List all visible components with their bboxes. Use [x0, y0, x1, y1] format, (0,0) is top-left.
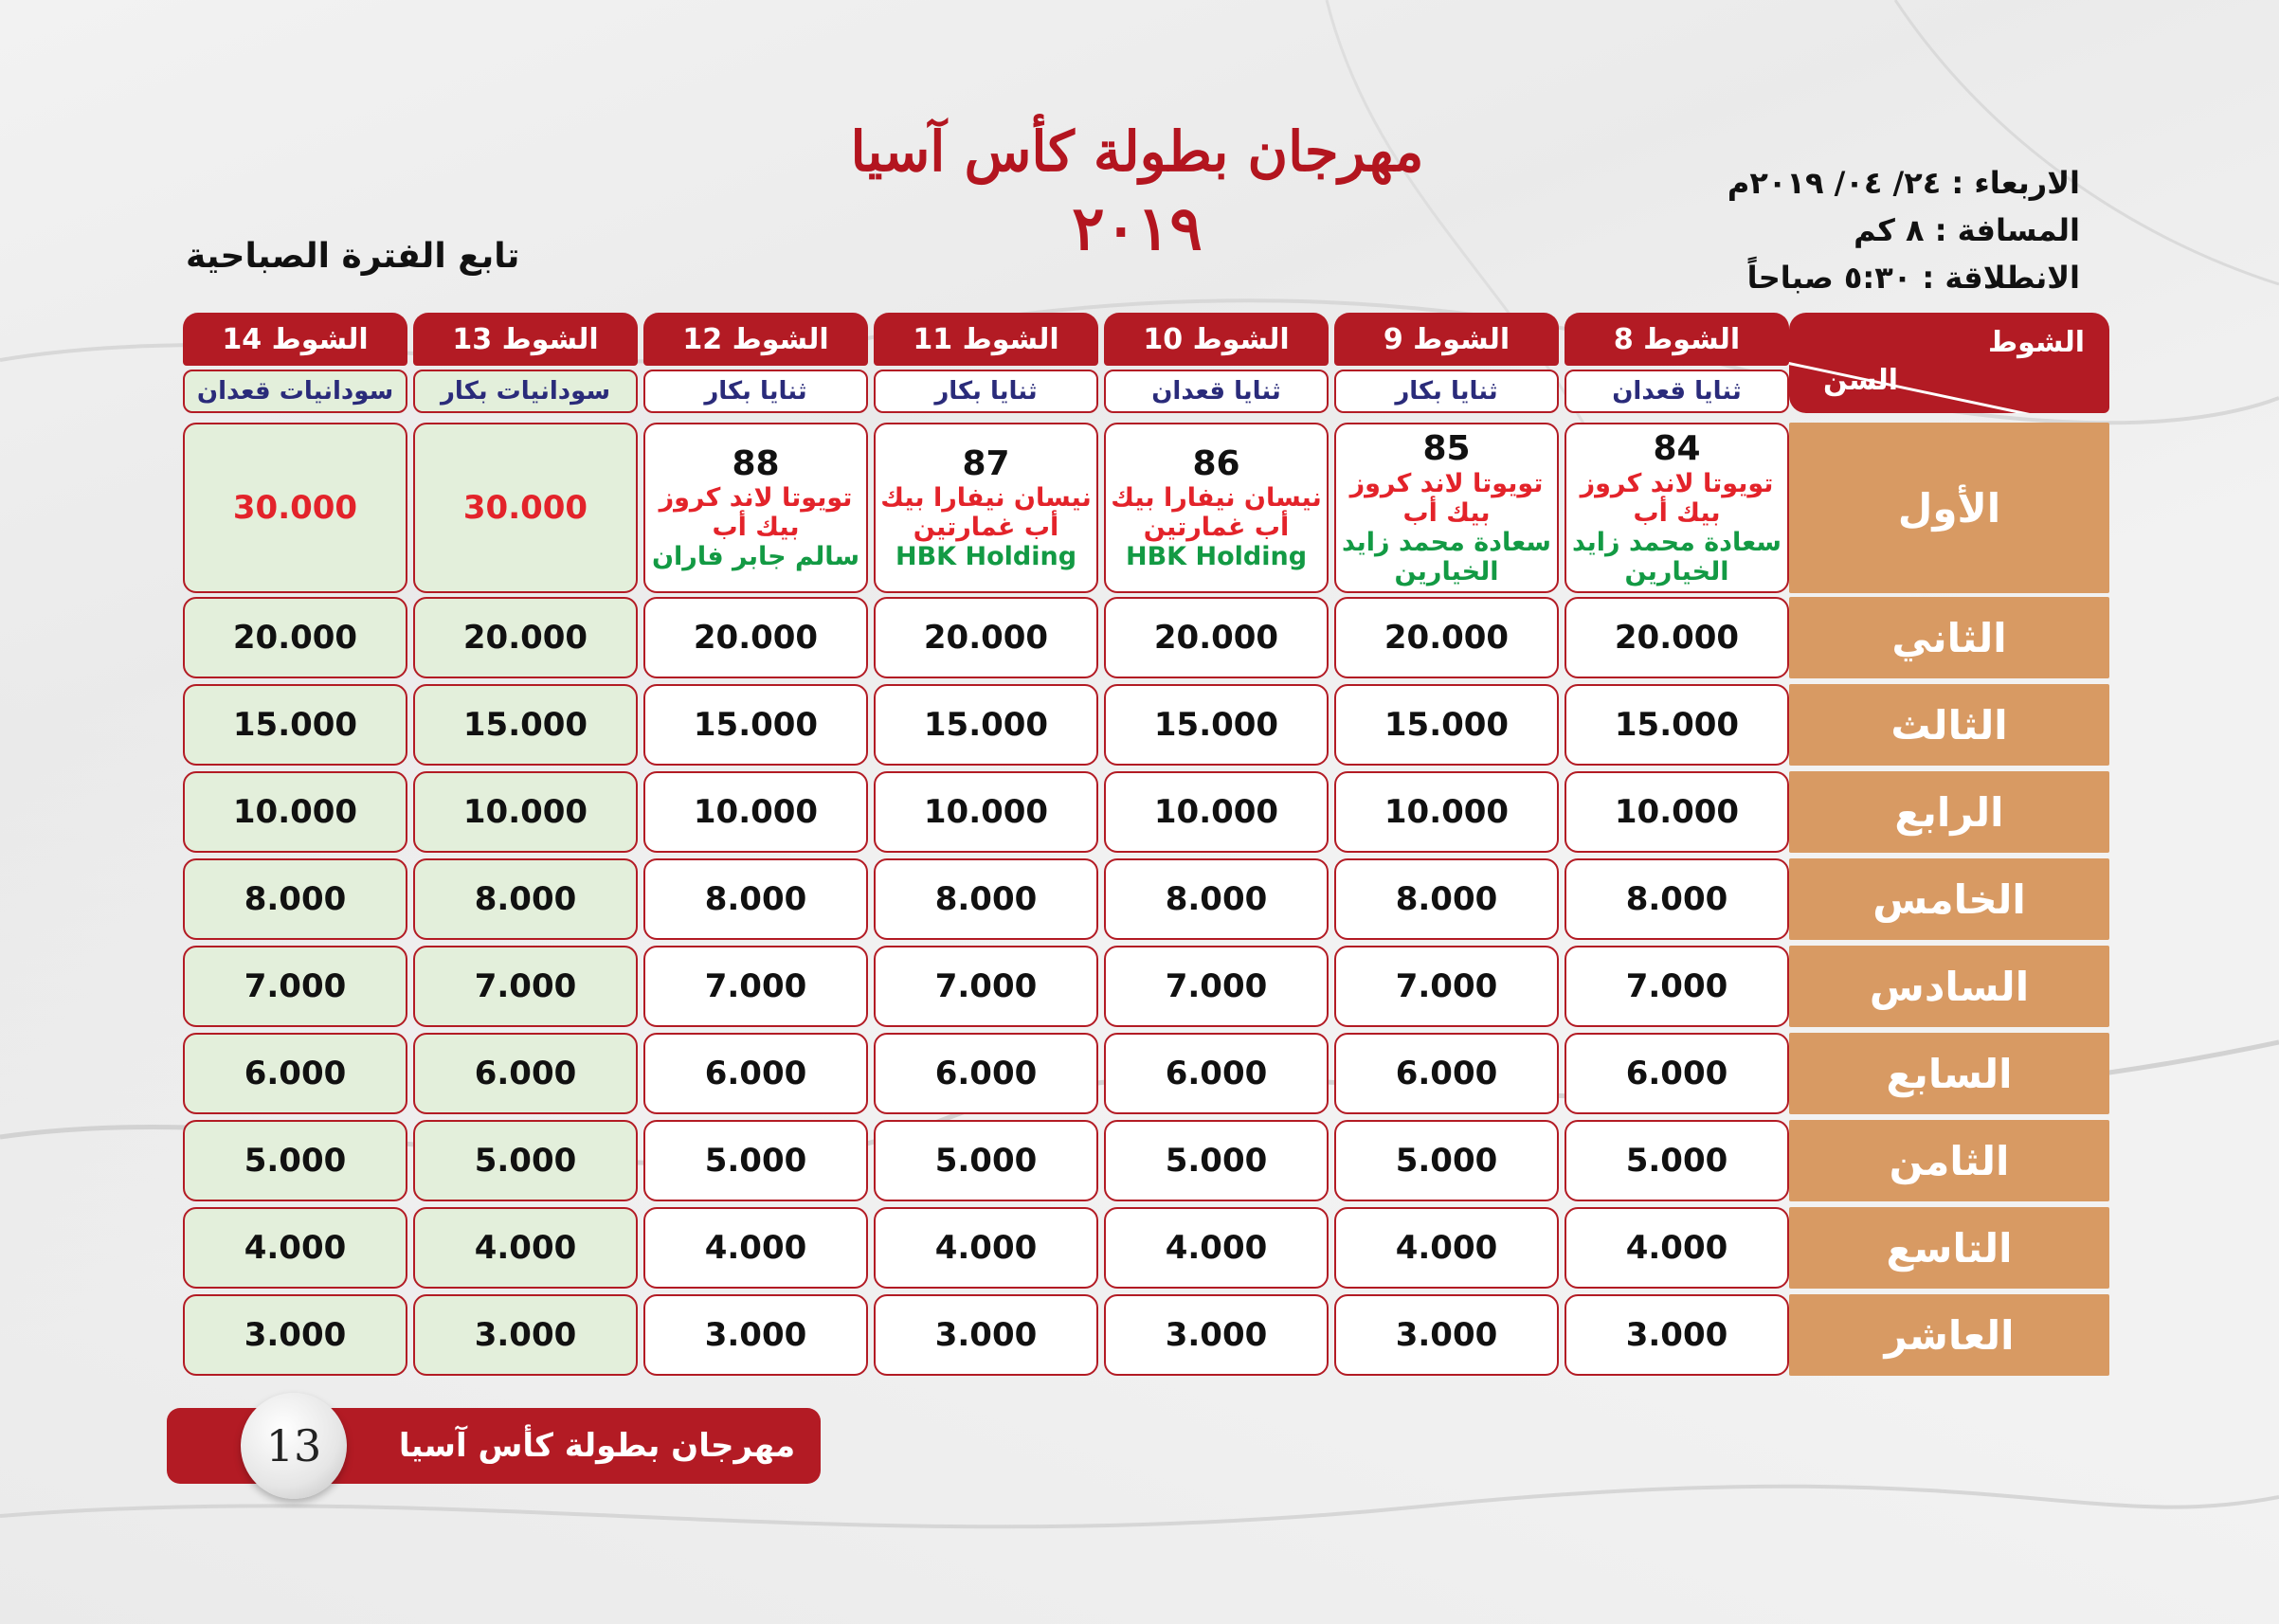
- prize-cell: 5.000: [1104, 1120, 1329, 1201]
- prize-cell: 10.000: [183, 771, 407, 853]
- race-category: سودانيات قعدان: [183, 370, 407, 413]
- prize-cell: 4.000: [1104, 1207, 1329, 1289]
- prize-sponsor: سعادة محمد زايد الخيارين: [1572, 527, 1782, 586]
- corner-race-label: الشوط: [1987, 326, 2085, 359]
- prize-cell: 3.000: [1104, 1294, 1329, 1376]
- race-number: 88: [732, 443, 780, 483]
- prize-cell: 5.000: [1565, 1120, 1789, 1201]
- prize-cell: 6.000: [643, 1033, 868, 1114]
- prize-cell: 7.000: [874, 946, 1098, 1027]
- first-prize-cell: [1104, 423, 1329, 593]
- prize-cell: 20.000: [1334, 597, 1559, 678]
- prize-cell: 5.000: [183, 1120, 407, 1201]
- prize-cell: 8.000: [874, 858, 1098, 940]
- race-number: 84: [1653, 429, 1701, 469]
- prize-cell: 7.000: [183, 946, 407, 1027]
- rank-label: الخامس: [1789, 858, 2109, 940]
- title-year: ٢٠١٩: [1072, 193, 1203, 264]
- title-line1: مهرجان بطولة كأس آسيا: [850, 119, 1424, 184]
- race-number: 85: [1422, 429, 1471, 469]
- prize-cell: 3.000: [1334, 1294, 1559, 1376]
- prize-cell: 20.000: [413, 597, 638, 678]
- session-label: تابع الفترة الصباحية: [186, 237, 520, 276]
- race-header: الشوط 13: [413, 313, 638, 366]
- prize-cell: 4.000: [183, 1207, 407, 1289]
- prize-cell: 6.000: [183, 1033, 407, 1114]
- prize-cell: 10.000: [1565, 771, 1789, 853]
- race-header: الشوط 8: [1565, 313, 1789, 366]
- prize-cell: 8.000: [413, 858, 638, 940]
- prize-cell: 5.000: [874, 1120, 1098, 1201]
- page-title: [777, 114, 1497, 269]
- prize-sponsor: سعادة محمد زايد الخيارين: [1342, 527, 1551, 586]
- prize-cell: 15.000: [1104, 684, 1329, 766]
- prize-cell: 15.000: [1565, 684, 1789, 766]
- prize-cell: 20.000: [643, 597, 868, 678]
- race-category: ثنايا بكار: [1334, 370, 1559, 413]
- rank-label: الرابع: [1789, 771, 2109, 853]
- table-corner-header: [1789, 313, 2109, 413]
- prize-cell: 3.000: [1565, 1294, 1789, 1376]
- event-info: [1727, 159, 2080, 301]
- rank-label: الثامن: [1789, 1120, 2109, 1201]
- corner-age-label: السن: [1823, 364, 1899, 397]
- prize-cell: 4.000: [874, 1207, 1098, 1289]
- prize-cell: 8.000: [183, 858, 407, 940]
- prize-cell: 7.000: [413, 946, 638, 1027]
- race-header: الشوط 9: [1334, 313, 1559, 366]
- race-category: ثنايا بكار: [643, 370, 868, 413]
- prize-car: تويوتا لاند كروز بيك أب: [1349, 468, 1544, 528]
- prize-cell: 15.000: [183, 684, 407, 766]
- prize-cell: 10.000: [1104, 771, 1329, 853]
- prize-sponsor: سالم جابر فاران: [652, 542, 859, 572]
- prize-cell: 7.000: [1334, 946, 1559, 1027]
- prize-cell: 8.000: [1104, 858, 1329, 940]
- prize-cell: 3.000: [643, 1294, 868, 1376]
- race-category: سودانيات بكار: [413, 370, 638, 413]
- event-date: الاربعاء : ٢٤/ ٠٤/ ٢٠١٩م: [1727, 165, 2080, 201]
- prize-cell: 4.000: [1565, 1207, 1789, 1289]
- race-category: ثنايا قعدان: [1104, 370, 1329, 413]
- prize-cell: 8.000: [1334, 858, 1559, 940]
- prize-cell: 7.000: [1104, 946, 1329, 1027]
- page-number: 13: [241, 1393, 347, 1499]
- races-table: [163, 313, 2109, 1387]
- prize-cell: 20.000: [1565, 597, 1789, 678]
- prize-cell: 10.000: [874, 771, 1098, 853]
- prize-cell: 6.000: [874, 1033, 1098, 1114]
- prize-car: نيسان نيفارا بيك أب غمارتين: [880, 483, 1092, 543]
- prize-cell: 10.000: [413, 771, 638, 853]
- prize-cell: 10.000: [1334, 771, 1559, 853]
- prize-sponsor: HBK Holding: [1125, 542, 1308, 572]
- race-category: ثنايا قعدان: [1565, 370, 1789, 413]
- prize-cell: 7.000: [643, 946, 868, 1027]
- prize-cell: 4.000: [643, 1207, 868, 1289]
- event-distance: المسافة : ٨ كم: [1854, 212, 2080, 248]
- race-category: ثنايا بكار: [874, 370, 1098, 413]
- race-header: الشوط 11: [874, 313, 1098, 366]
- race-header: الشوط 14: [183, 313, 407, 366]
- prize-cell: 20.000: [183, 597, 407, 678]
- prize-cell: 6.000: [1565, 1033, 1789, 1114]
- prize-cell: 3.000: [183, 1294, 407, 1376]
- prize-cell: 15.000: [643, 684, 868, 766]
- prize-car: تويوتا لاند كروز بيك أب: [659, 483, 853, 543]
- event-start: الانطلاقة : ٥:٣٠ صباحاً: [1746, 260, 2080, 296]
- prize-cell: 8.000: [643, 858, 868, 940]
- prize-cell: 15.000: [413, 684, 638, 766]
- first-prize-cell: 30.000: [413, 423, 638, 593]
- prize-cell: 4.000: [413, 1207, 638, 1289]
- rank-label: السابع: [1789, 1033, 2109, 1114]
- first-prize-cell: [643, 423, 868, 593]
- rank-label: التاسع: [1789, 1207, 2109, 1289]
- first-prize-cell: [874, 423, 1098, 593]
- race-header: الشوط 12: [643, 313, 868, 366]
- prize-cell: 15.000: [874, 684, 1098, 766]
- rank-label: الثالث: [1789, 684, 2109, 766]
- prize-cell: 6.000: [413, 1033, 638, 1114]
- race-header: الشوط 10: [1104, 313, 1329, 366]
- race-number: 87: [962, 443, 1010, 483]
- prize-cell: 20.000: [874, 597, 1098, 678]
- prize-cell: 7.000: [1565, 946, 1789, 1027]
- prize-cell: 4.000: [1334, 1207, 1559, 1289]
- first-prize-cell: [1334, 423, 1559, 593]
- prize-cell: 3.000: [413, 1294, 638, 1376]
- race-number: 86: [1192, 443, 1240, 483]
- prize-car: تويوتا لاند كروز بيك أب: [1580, 468, 1774, 528]
- prize-cell: 20.000: [1104, 597, 1329, 678]
- footer-text: مهرجان بطولة كأس آسيا: [398, 1427, 796, 1465]
- first-prize-cell: [1565, 423, 1789, 593]
- prize-cell: 5.000: [643, 1120, 868, 1201]
- rank-label: العاشر: [1789, 1294, 2109, 1376]
- prize-cell: 3.000: [874, 1294, 1098, 1376]
- prize-cell: 6.000: [1334, 1033, 1559, 1114]
- prize-cell: 5.000: [1334, 1120, 1559, 1201]
- prize-cell: 6.000: [1104, 1033, 1329, 1114]
- prize-cell: 8.000: [1565, 858, 1789, 940]
- prize-car: نيسان نيفارا بيك أب غمارتين: [1111, 483, 1322, 543]
- prize-cell: 10.000: [643, 771, 868, 853]
- prize-sponsor: HBK Holding: [895, 542, 1077, 572]
- first-prize-cell: 30.000: [183, 423, 407, 593]
- rank-label: الثاني: [1789, 597, 2109, 678]
- rank-label: الأول: [1789, 423, 2109, 593]
- prize-cell: 15.000: [1334, 684, 1559, 766]
- rank-label: السادس: [1789, 946, 2109, 1027]
- prize-cell: 5.000: [413, 1120, 638, 1201]
